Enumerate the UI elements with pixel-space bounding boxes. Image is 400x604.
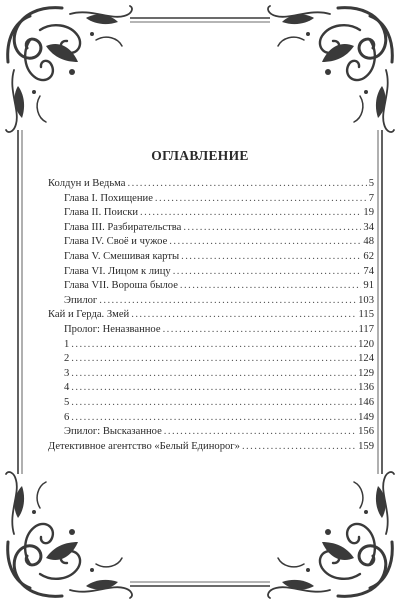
dot-leader <box>164 425 356 440</box>
toc-entry-page: 115 <box>358 309 374 321</box>
toc-entry-page: 124 <box>358 353 374 365</box>
toc-entry-page: 159 <box>358 440 374 452</box>
dot-leader <box>131 308 356 323</box>
toc-entry-label: Глава I. Похищение <box>64 192 153 204</box>
toc-entry <box>48 294 374 309</box>
toc-entry <box>48 221 374 236</box>
toc-entry <box>48 425 374 440</box>
dot-leader <box>71 381 356 396</box>
toc-entry-page: 48 <box>363 236 374 248</box>
toc-entry <box>48 206 374 221</box>
toc-entry <box>48 279 374 294</box>
dot-leader <box>169 235 361 250</box>
dot-leader <box>71 411 356 426</box>
dot-leader <box>242 440 356 455</box>
toc-entry-page: 19 <box>363 207 374 219</box>
toc-entry-label: Колдун и Ведьма <box>48 178 126 189</box>
toc-entry <box>48 192 374 207</box>
toc-entry-label: 4 <box>64 382 70 394</box>
toc-entry <box>48 411 374 426</box>
toc-entry-page: 120 <box>358 338 374 350</box>
dot-leader <box>181 250 361 265</box>
toc-entry-page: 74 <box>363 265 374 277</box>
toc-entry <box>48 440 374 455</box>
toc-entry <box>48 367 374 382</box>
toc-entry-label: Пролог: Неназванное <box>64 323 161 335</box>
dot-leader <box>128 177 367 192</box>
toc-entry <box>48 177 374 192</box>
toc-entry <box>48 338 374 353</box>
toc-entry-page: 62 <box>363 250 374 262</box>
toc-entry <box>48 323 374 338</box>
toc-entry-label: 1 <box>64 338 70 350</box>
toc-entry-page: 7 <box>368 192 374 204</box>
page-title: ОГЛАВЛЕНИЕ <box>151 148 249 163</box>
toc-entry-label: Глава VII. Вороша былое <box>64 280 178 292</box>
dot-leader <box>99 294 356 309</box>
toc-entry <box>48 396 374 411</box>
toc-entry-label: Глава II. Поиски <box>64 207 139 219</box>
toc-entry-label: 6 <box>64 411 70 423</box>
toc-entry-page: 5 <box>368 178 374 189</box>
toc-entry <box>48 381 374 396</box>
toc-entry-page: 103 <box>358 294 374 306</box>
toc-entry-label: Глава III. Разбирательства <box>64 221 182 233</box>
dot-leader <box>173 265 362 280</box>
toc-entry <box>48 352 374 367</box>
toc-entry <box>48 308 374 323</box>
dot-leader <box>71 396 356 411</box>
dot-leader <box>71 338 356 353</box>
toc-entry <box>48 250 374 265</box>
toc-entry-label: Глава VI. Лицом к лицу <box>64 265 171 277</box>
toc-entry-label: Эпилог: Высказанное <box>64 426 162 438</box>
toc-entry-page: 156 <box>358 426 374 438</box>
dot-leader <box>140 206 361 221</box>
toc-entry-label: Эпилог <box>64 294 98 306</box>
toc-entry-page: 34 <box>363 221 374 233</box>
toc-entry-label: Детективное агентство «Белый Единорог» <box>48 440 240 452</box>
toc-entry-label: Кай и Герда. Змей <box>48 309 130 321</box>
table-of-contents <box>48 177 374 454</box>
toc-entry <box>48 235 374 250</box>
dot-leader <box>180 279 361 294</box>
toc-entry-page: 146 <box>358 396 374 408</box>
dot-leader <box>183 221 361 236</box>
dot-leader <box>163 323 357 338</box>
dot-leader <box>155 192 367 207</box>
dot-leader <box>71 367 356 382</box>
toc-entry-page: 136 <box>358 382 374 394</box>
toc-entry-page: 129 <box>358 367 374 379</box>
toc-entry-label: Глава V. Смешивая карты <box>64 250 180 262</box>
toc-entry-label: 5 <box>64 396 70 408</box>
toc-entry <box>48 265 374 280</box>
toc-entry-label: 3 <box>64 367 70 379</box>
toc-entry-label: Глава IV. Своё и чужое <box>64 236 168 248</box>
toc-entry-page: 117 <box>358 323 374 335</box>
dot-leader <box>71 352 356 367</box>
toc-entry-page: 91 <box>363 280 374 292</box>
toc-entry-label: 2 <box>64 353 70 365</box>
toc-entry-page: 149 <box>358 411 374 423</box>
